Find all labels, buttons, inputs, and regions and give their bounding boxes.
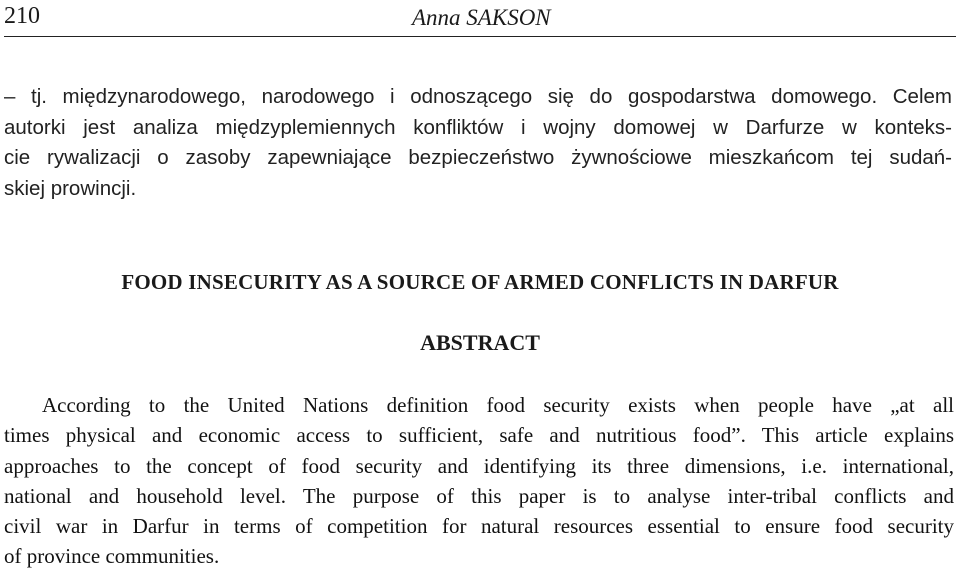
abstract-line: of province communities.: [4, 544, 220, 569]
abstract-body: [4, 390, 954, 572]
abstract-line: approaches to the concept of food security and identifying its three dimensions, i.e. international,: [4, 453, 954, 478]
text-line: skiej prowincji.: [4, 176, 137, 200]
abstract-heading: ABSTRACT: [420, 330, 540, 355]
abstract-line: According to the United Nations definition food security exists when people have „at all: [42, 393, 954, 417]
abstract-line: national and household level. The purpose of this paper is to analyse inter-tribal conflicts and: [4, 483, 954, 508]
text-line: – tj. międzynarodowego, narodowego i odnoszącego się do gospodarstwa domowego. Celem: [4, 85, 952, 108]
abstract-line: times physical and economic access to sufficient, safe and nutritious food”. This article explains: [4, 423, 954, 448]
text-line: autorki jest analiza międzyplemiennych konfliktów i wojny domowej w Darfurze w konteks-: [4, 115, 952, 139]
text-line: cie rywalizacji o zasoby zapewniające bezpieczeństwo żywnościowe mieszkańcom tej sudań-: [4, 146, 952, 169]
page-number: 210: [4, 3, 40, 29]
page-header: [4, 0, 956, 37]
abstract-line: civil war in Darfur in terms of competition for natural resources essential to ensure food security: [4, 514, 954, 539]
polish-summary-paragraph: [4, 82, 952, 204]
running-head-author: Anna SAKSON: [412, 5, 551, 30]
article-title: FOOD INSECURITY AS A SOURCE OF ARMED CONFLICTS IN DARFUR: [121, 270, 839, 294]
